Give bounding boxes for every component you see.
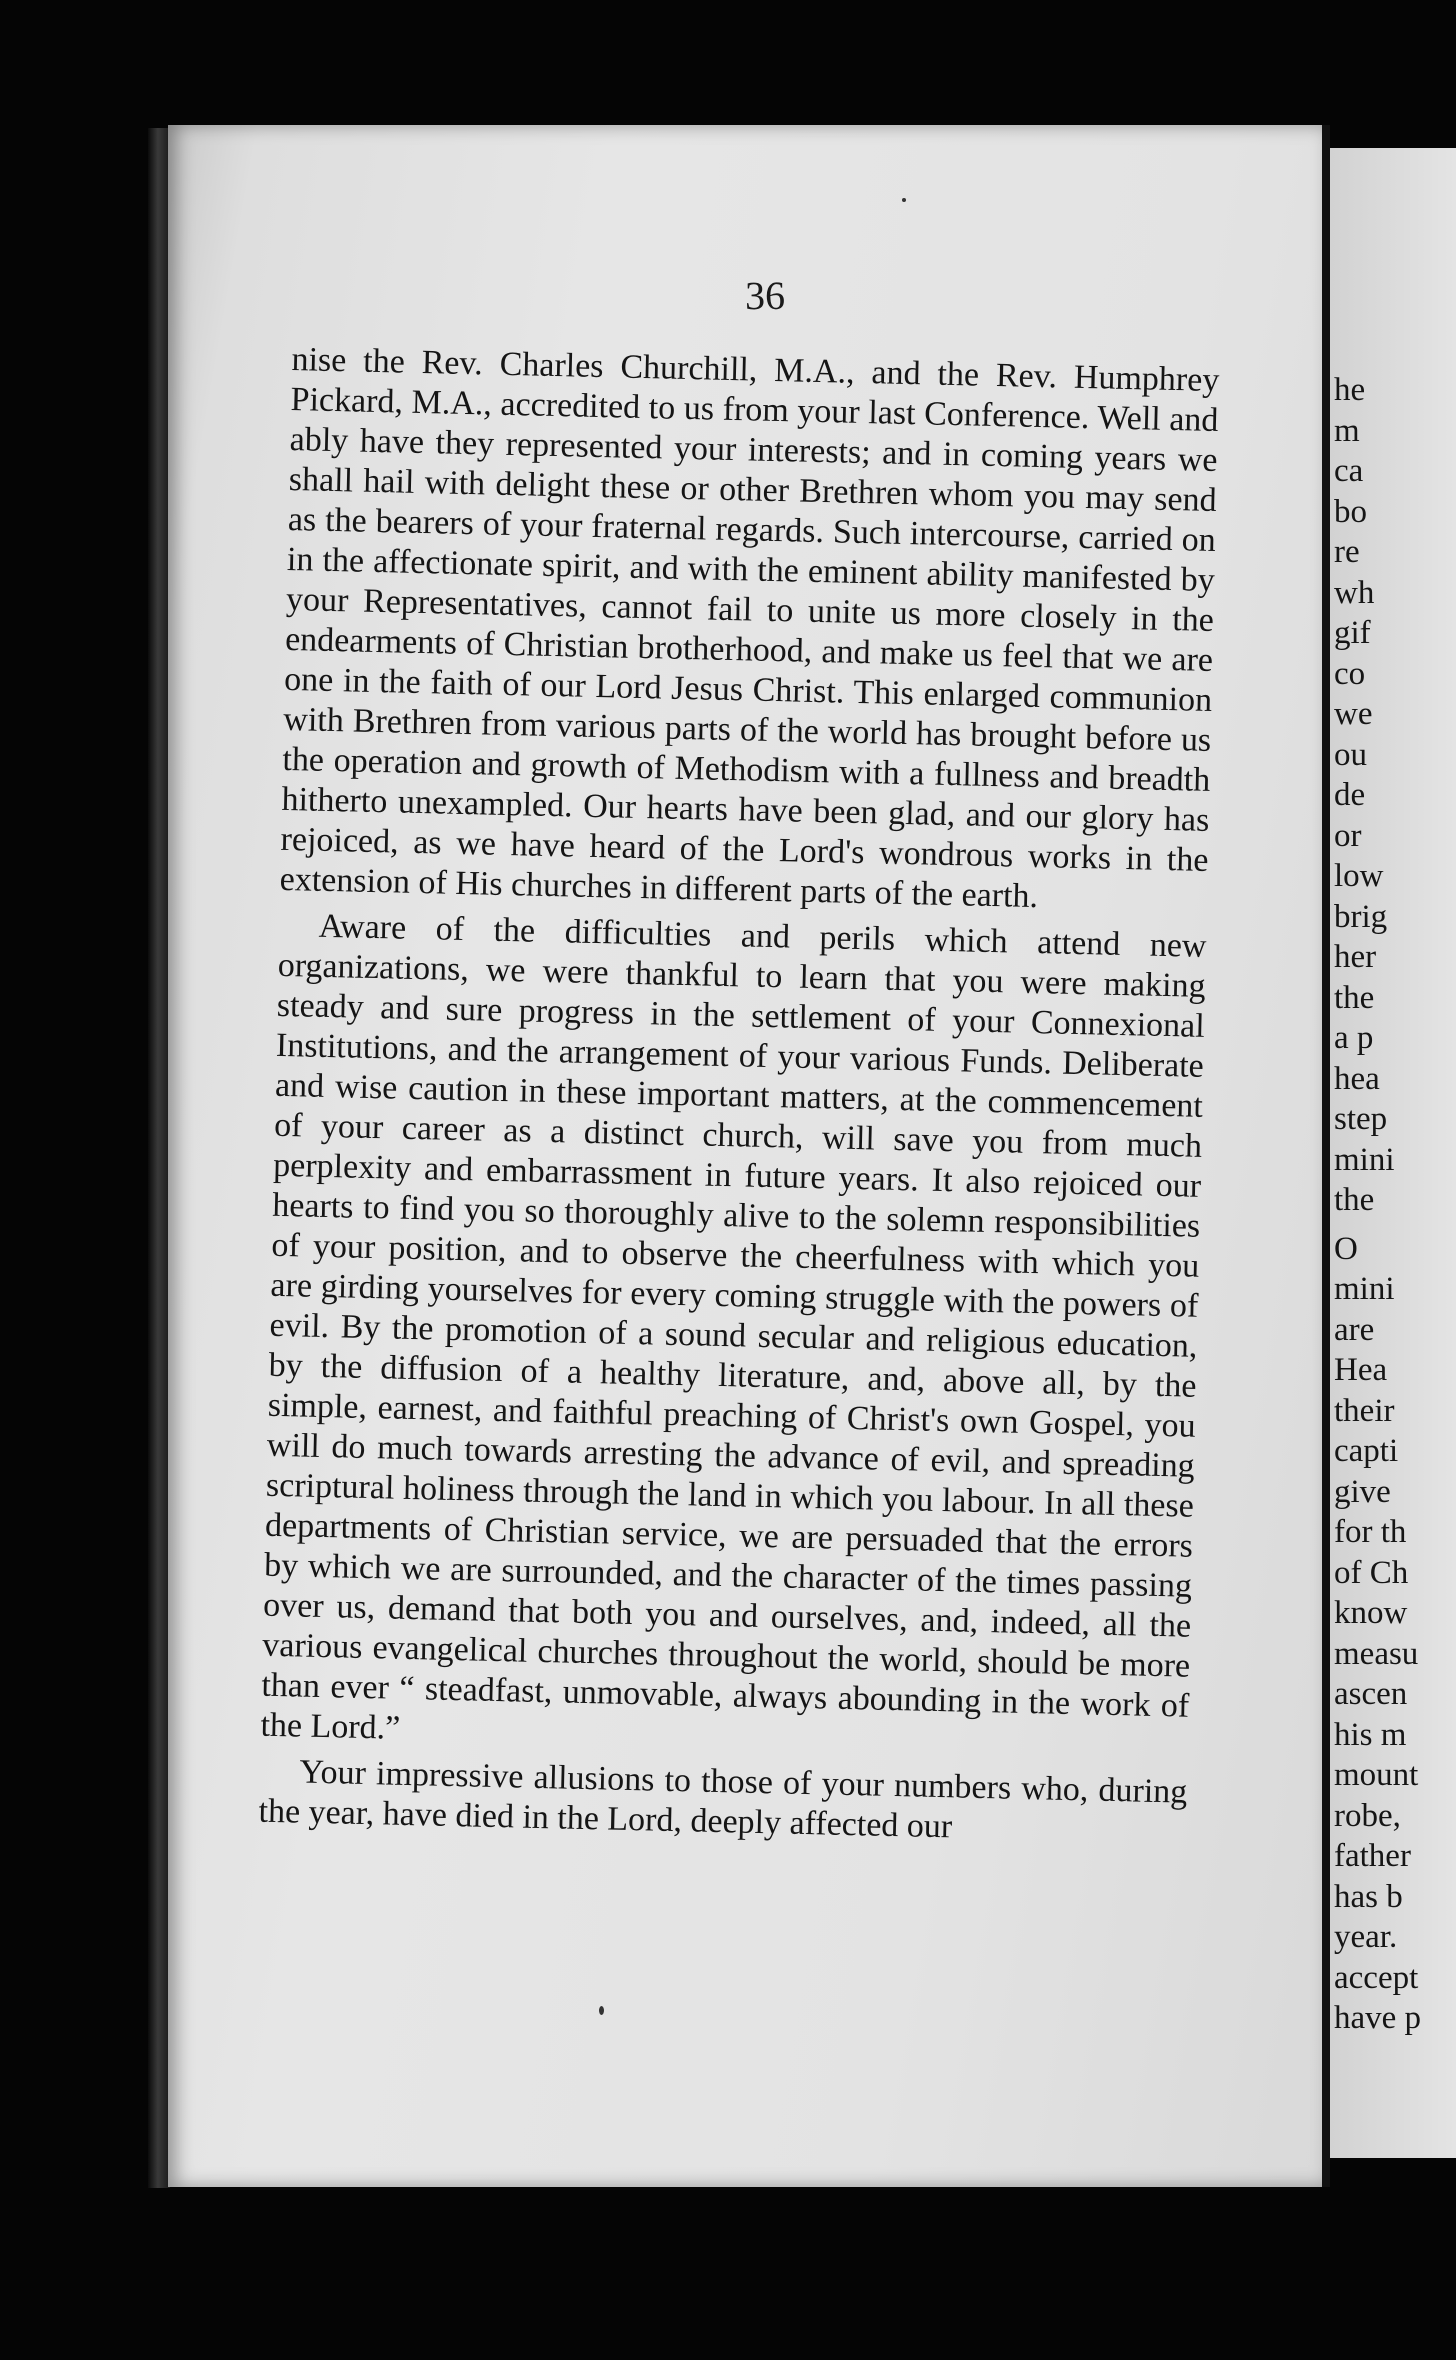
facing-page-fragment: step (1334, 1101, 1388, 1137)
book-spine-edge (148, 128, 170, 2188)
facing-page-fragment: co (1334, 655, 1366, 692)
facing-page-fragment: measu (1334, 1635, 1419, 1672)
facing-page-fragment: capti (1334, 1433, 1399, 1469)
facing-page-fragment: bo (1334, 493, 1367, 530)
paragraph-1: nise the Rev. Charles Churchill, M.A., and the Rev. Humphrey Pickard, M.A., accredited to us from your last Conference. Well and ably have they represented your interests; and in coming years we shall hail with delight these or other Brethren whom you may send as the bearers of your fraternal regards. Such intercourse, carried on in the affectionate spirit, and with the eminent ability manifested by your Representatives, cannot fail to unite us more closely in the endearments of Christian brotherhood, and make us feel that we are one in the faith of our Lord Jesus Christ. This enlarged communion with Brethren from various parts of the world has brought before us the operation and growth of Methodism with a fullness and breadth hitherto unexampled. Our hearts have been glad, and our glory has rejoiced, as we have heard of the Lord's wondrous works in the extension of His churches in different parts of the earth. (279, 340, 1220, 916)
facing-page-fragment: mini (1334, 1141, 1395, 1178)
facing-page-fragment: mount (1334, 1757, 1419, 1793)
facing-page-fragment: have p (1334, 2000, 1422, 2036)
page-number: 36 (744, 272, 786, 319)
facing-page-fragment: know (1334, 1595, 1408, 1631)
facing-page-fragment: of Ch (1334, 1554, 1409, 1591)
facing-page-fragment: ou (1334, 736, 1367, 773)
facing-page-fragment: accept (1334, 1959, 1419, 1996)
facing-page-fragment: his m (1334, 1716, 1407, 1753)
facing-page-fragment: we (1334, 696, 1373, 732)
page-gutter (1322, 125, 1330, 2187)
facing-page-fragment: mini (1334, 1271, 1395, 1307)
facing-page-fragment: low (1334, 858, 1384, 894)
facing-page-text-fragments (1334, 370, 1456, 2039)
facing-page-fragment: ascen (1334, 1676, 1408, 1712)
facing-page-fragment: the (1334, 1182, 1375, 1218)
facing-page-fragment: he (1334, 372, 1366, 408)
facing-page-fragment: year. (1334, 1919, 1398, 1955)
scan-speck (599, 2006, 604, 2015)
page-body-text (258, 340, 1220, 1853)
facing-page-fragment: father (1334, 1838, 1411, 1874)
facing-page-fragment: hea (1334, 1060, 1380, 1097)
facing-page-fragment: or (1334, 817, 1362, 854)
facing-page-fragment: de (1334, 777, 1366, 813)
facing-page-fragment: her (1334, 939, 1377, 975)
facing-page-fragment: are (1334, 1311, 1375, 1348)
facing-page-fragment: for th (1334, 1514, 1407, 1550)
facing-page-fragment: gif (1334, 615, 1371, 651)
facing-page-fragment: their (1334, 1392, 1395, 1429)
facing-page-fragment: brig (1334, 898, 1388, 935)
facing-page-fragment: a p (1334, 1020, 1374, 1056)
paragraph-3: Your impressive allusions to those of your numbers who, during the year, have died in the Lord, deeply affected our (258, 1753, 1188, 1846)
facing-page-fragment: wh (1334, 574, 1375, 611)
facing-page-fragment: O (1334, 1230, 1358, 1267)
facing-page-fragment: re (1334, 534, 1360, 570)
facing-page-fragment: ca (1334, 453, 1364, 489)
facing-page-fragment: m (1334, 412, 1360, 449)
paragraph-2: Aware of the difficulties and perils which attend new organizations, we were thankful to learn that you were making steady and sure progress in the settlement of your Connexional Institutions, and the arrangement of your various Funds. Deliberate and wise caution in these important matters, at the commencement of your career as a distinct church, will save you from much perplexity and embarrassment in future years. It also rejoiced our hearts to find you so thoroughly alive to the solemn responsibilities of your position, and to observe the cheerfulness with which you are girding yourselves for every coming struggle with the powers of evil. By the promotion of a sound secular and religious education, by the diffusion of a healthy literature, and, above all, by the simple, earnest, and faithful preaching of Christ's own Gospel, you will do much towards arresting the advance of evil, and spreading scriptural holiness through the land in which you labour. In all these departments of Christian service, we are persuaded that the errors by which we are surrounded, and the character of the times passing over us, demand that both you and ourselves, and, indeed, all the various evangelical churches throughout the world, should be more than ever “ steadfast, unmovable, always abounding in the work of the Lord.” (260, 907, 1207, 1747)
facing-page-fragment: robe, (1334, 1797, 1401, 1834)
facing-page-fragment: give (1334, 1473, 1391, 1510)
facing-page-fragment: has b (1334, 1878, 1403, 1915)
scan-speck (902, 198, 906, 202)
facing-page-fragment: Hea (1334, 1352, 1388, 1388)
facing-page-fragment: the (1334, 979, 1375, 1016)
